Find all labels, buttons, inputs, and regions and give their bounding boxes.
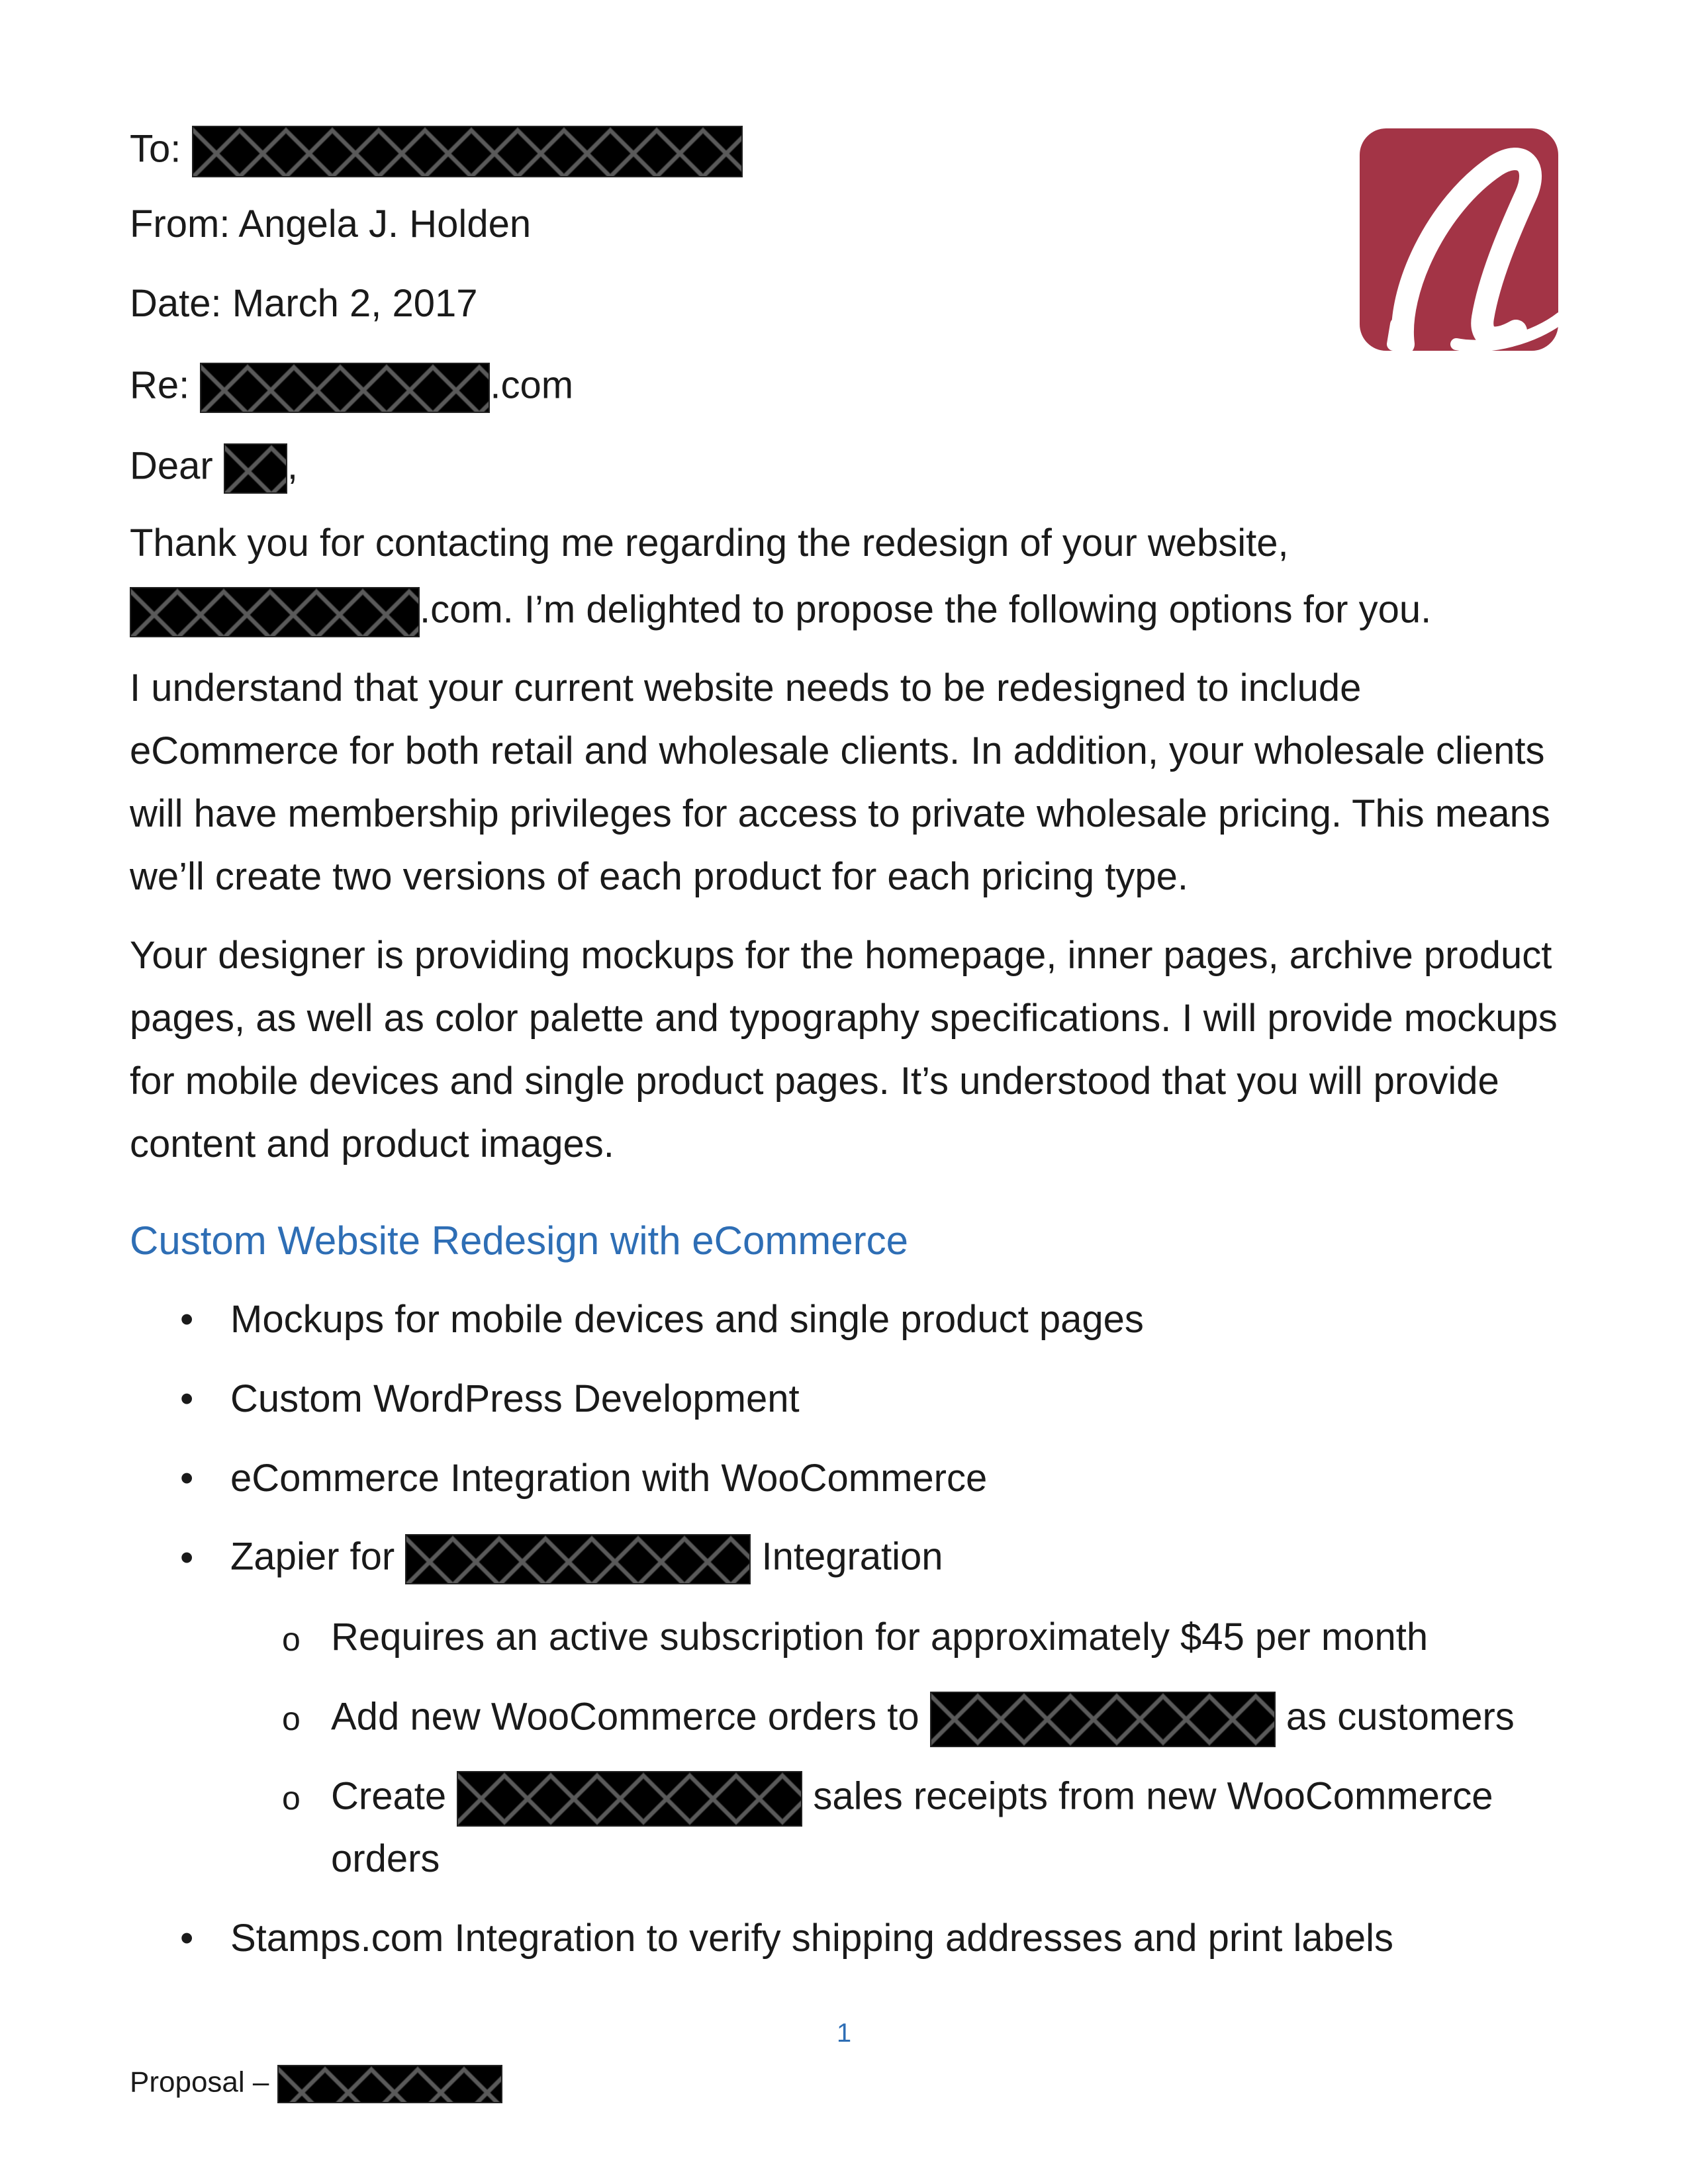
- redacted-service: [930, 1692, 1276, 1747]
- to-label: To:: [130, 127, 181, 171]
- create-suffix: sales receipts from new WooCommerce: [813, 1774, 1493, 1818]
- sub-item-create-receipts-line-2: orders: [331, 1837, 440, 1880]
- proposal-label: Proposal –: [130, 2066, 269, 2099]
- bullet-item-stamps: Stamps.com Integration to verify shipping addresses and print labels: [230, 1917, 1394, 1960]
- from-line: From: Angela J. Holden: [130, 203, 532, 246]
- re-suffix: .com: [490, 363, 574, 407]
- zapier-prefix: Zapier for: [230, 1535, 395, 1578]
- redacted-client: [277, 2065, 502, 2103]
- bullet-marker: •: [180, 1298, 194, 1341]
- para-3: Your designer is providing mockups for the homepage, inner pages, archive product pages, as well as color palette and typography specifications. I will provide mockups for mobile devices and single product pages. It’s understood that you will provide content and product images.: [130, 934, 1558, 1165]
- redacted-recipient: [192, 126, 743, 177]
- bullet-marker: •: [180, 1377, 194, 1420]
- redacted-service: [457, 1771, 802, 1827]
- re-label: Re:: [130, 363, 190, 407]
- redacted-domain: [130, 587, 420, 637]
- re-line: [130, 363, 573, 413]
- bullet-marker: •: [180, 1536, 194, 1579]
- footer-proposal: [130, 2065, 502, 2103]
- bullet-item-woocommerce: eCommerce Integration with WooCommerce: [230, 1457, 988, 1500]
- salutation-line: [130, 443, 298, 494]
- page-number: 1: [836, 2019, 852, 2048]
- sub-item-subscription: Requires an active subscription for approximately $45 per month: [331, 1615, 1429, 1659]
- bullet-item-mockups: Mockups for mobile devices and single product pages: [230, 1298, 1144, 1341]
- sub-item-add-orders: [331, 1692, 1515, 1747]
- to-line: [130, 126, 743, 177]
- bullet-item-zapier: [230, 1534, 943, 1584]
- redacted-service: [405, 1534, 751, 1584]
- bullet-marker: •: [180, 1457, 194, 1500]
- sub-bullet-marker: o: [282, 1700, 301, 1737]
- section-heading: Custom Website Redesign with eCommerce: [130, 1218, 909, 1263]
- redacted-domain: [200, 363, 490, 413]
- add-prefix: Add new WooCommerce orders to: [331, 1695, 919, 1739]
- para-1-line-1: Thank you for contacting me regarding the redesign of your website,: [130, 522, 1289, 565]
- company-logo: [1357, 126, 1561, 353]
- add-suffix: as customers: [1286, 1695, 1515, 1739]
- dear-suffix: ,: [287, 444, 298, 488]
- redacted-name: [224, 443, 287, 494]
- sub-bullet-marker: o: [282, 1621, 301, 1658]
- bullet-marker: •: [180, 1917, 194, 1960]
- para-1-suffix: .com. I’m delighted to propose the following options for you.: [420, 588, 1432, 631]
- para-1-line-2: [130, 587, 1431, 637]
- dear-label: Dear: [130, 444, 213, 488]
- sub-item-create-receipts: [331, 1771, 1493, 1827]
- date-line: Date: March 2, 2017: [130, 282, 478, 325]
- create-prefix: Create: [331, 1774, 447, 1818]
- para-2: I understand that your current website needs to be redesigned to include eCommerce for both retail and wholesale clients. In addition, your wholesale clients will have membership privileges for access to private wholesale pricing. This means we’ll create two versions of each product for each pricing type.: [130, 666, 1550, 898]
- sub-bullet-marker: o: [282, 1780, 301, 1817]
- zapier-suffix: Integration: [761, 1535, 943, 1578]
- bullet-item-wordpress: Custom WordPress Development: [230, 1377, 800, 1420]
